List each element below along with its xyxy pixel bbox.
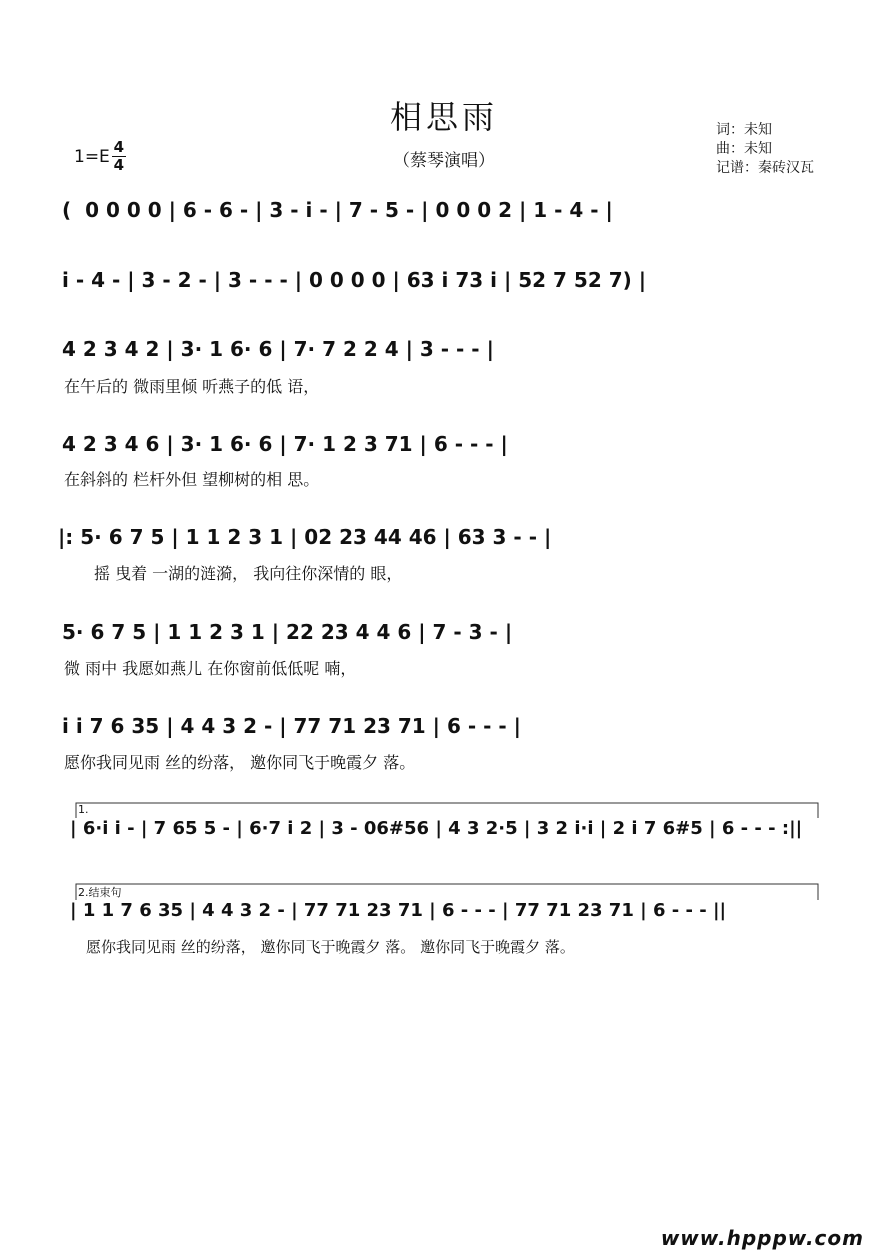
score-line-3: 4 2 3 4 2 | 3· 1 6· 6 | 7· 7 2 2 4 | 3 - - - | xyxy=(62,337,494,361)
score-line-1: ( 0 0 0 0 | 6 - 6 - | 3 - i - | 7 - 5 - | 0 0 0 2 | 1 - 4 - | xyxy=(62,198,613,222)
lyric-line-3: 在午后的 微雨里倾 听燕子的低 语， xyxy=(64,377,320,396)
score-line-8: | 6·i i - | 7 65 5 - | 6·7 i 2 | 3 - 06#56 | 4 3 2·5 | 3 2 i·i | 2 i 7 6#5 | 6 - - - :|| xyxy=(70,818,803,839)
key-label: 1=E xyxy=(74,146,110,167)
lyricist-credit: 词：未知 xyxy=(716,122,772,138)
song-title: 相思雨 xyxy=(389,98,498,136)
lyric-line-7: 愿你我同见雨 丝的纷落， 邀你同飞于晚霞夕 落。 xyxy=(64,753,416,772)
ending-2-label: 2.结束句 xyxy=(78,886,122,899)
score-line-6: 5· 6 7 5 | 1 1 2 3 1 | 22 23 4 4 6 | 7 - 3 - | xyxy=(62,620,513,644)
lyric-line-5: 摇 曳着 一湖的涟漪， 我向往你深情的 眼， xyxy=(94,564,403,583)
composer-credit: 曲：未知 xyxy=(716,141,772,157)
score-line-9: | 1 1 7 6 35 | 4 4 3 2 - | 77 71 23 71 | 6 - - - | 77 71 23 71 | 6 - - - || xyxy=(70,900,727,921)
lyric-line-6: 微 雨中 我愿如燕儿 在你窗前低低呢 喃， xyxy=(64,659,357,678)
score-line-4: 4 2 3 4 6 | 3· 1 6· 6 | 7· 1 2 3 71 | 6 - - - | xyxy=(62,432,508,456)
performer-subtitle: （蔡琴演唱） xyxy=(393,151,495,171)
ending-1-label: 1. xyxy=(78,803,89,816)
lyric-line-9: 愿你我同见雨 丝的纷落， 邀你同飞于晚霞夕 落。 邀你同飞于晚霞夕 落。 xyxy=(86,938,575,956)
time-signature-bottom: 4 xyxy=(113,156,125,174)
score-line-7: i i 7 6 35 | 4 4 3 2 - | 77 71 23 71 | 6 - - - | xyxy=(62,714,521,738)
site-watermark: www.hpppw.com xyxy=(660,1226,864,1250)
transcriber-credit: 记谱：秦砖汉瓦 xyxy=(716,160,814,176)
score-line-2: i - 4 - | 3 - 2 - | 3 - - - | 0 0 0 0 | 63 i 73 i | 52 7 52 7) | xyxy=(62,268,647,292)
time-signature-top: 4 xyxy=(113,138,125,156)
score-line-5: |: 5· 6 7 5 | 1 1 2 3 1 | 02 23 44 46 | 63 3 - - | xyxy=(58,525,552,549)
lyric-line-4: 在斜斜的 栏杆外但 望柳树的相 思。 xyxy=(64,470,320,489)
